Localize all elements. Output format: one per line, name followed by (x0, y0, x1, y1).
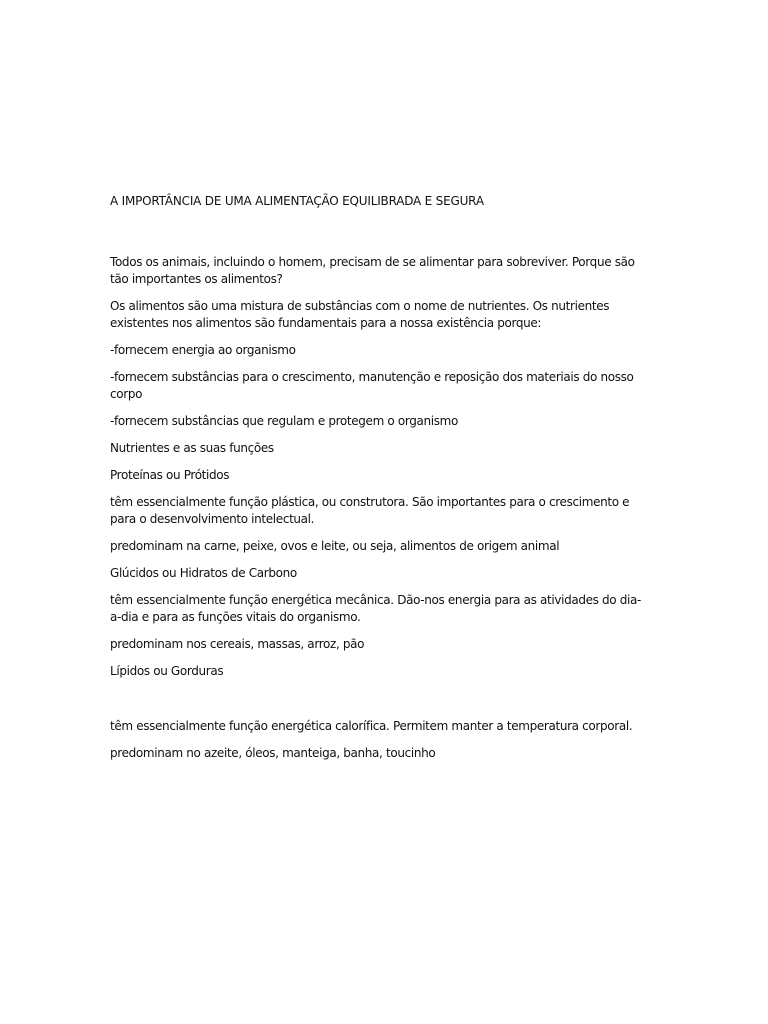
paragraph-lipids-sources: predominam no azeite, óleos, manteiga, banha, toucinho (110, 746, 436, 760)
section-heading-lipids: Lípidos ou Gorduras (110, 664, 224, 678)
paragraph-proteins-function: têm essencialmente função plástica, ou construtora. São importantes para o crescimento e para o desenvolvimento intelectual. (110, 495, 630, 526)
section-heading-carbohydrates: Glúcidos ou Hidratos de Carbono (110, 566, 297, 580)
document-title: A IMPORTÂNCIA DE UMA ALIMENTAÇÃO EQUILIBRADA E SEGURA (110, 194, 484, 208)
section-heading-proteins: Proteínas ou Prótidos (110, 468, 230, 482)
document-body (110, 193, 650, 772)
paragraph-proteins-sources: predominam na carne, peixe, ovos e leite, ou seja, alimentos de origem animal (110, 539, 560, 553)
paragraph-carbohydrates-function: têm essencialmente função energética mecânica. Dão-nos energia para as atividades do dia-a-dia e para as funções vitais do organismo. (110, 593, 641, 624)
list-item-regulate: -fornecem substâncias que regulam e protegem o organismo (110, 414, 458, 428)
paragraph-intro: Todos os animais, incluindo o homem, precisam de se alimentar para sobreviver. Porque são tão importantes os alimentos? (110, 255, 635, 286)
paragraph-lipids-function: têm essencialmente função energética calorífica. Permitem manter a temperatura corporal. (110, 719, 633, 733)
paragraph-carbohydrates-sources: predominam nos cereais, massas, arroz, pão (110, 637, 365, 651)
paragraph-nutrients: Os alimentos são uma mistura de substâncias com o nome de nutrientes. Os nutrientes existentes nos alimentos são fundamentais para a nossa existência porque: (110, 299, 610, 330)
list-item-growth: -fornecem substâncias para o crescimento, manutenção e reposição dos materiais do nosso corpo (110, 370, 634, 401)
list-item-energy: -fornecem energia ao organismo (110, 343, 296, 357)
section-heading-nutrients: Nutrientes e as suas funções (110, 441, 274, 455)
